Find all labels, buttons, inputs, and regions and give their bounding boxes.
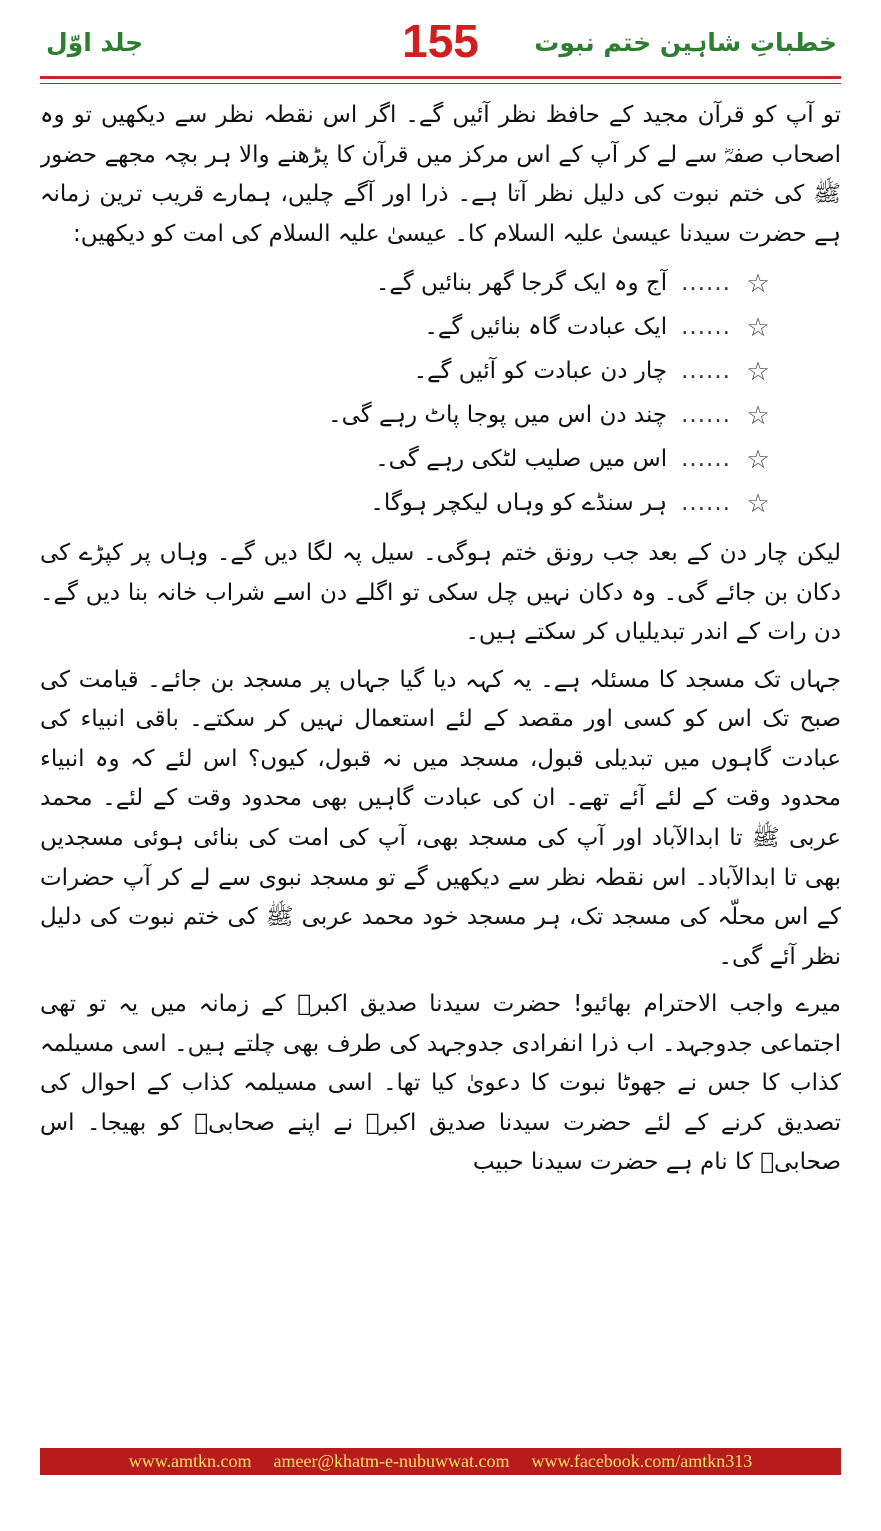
paragraph: جہاں تک مسجد کا مسئلہ ہے۔ یہ کہہ دیا گیا جہاں پر مسجد بن جائے۔ قیامت کی صبح تک اس کو کسی اور مقصد کے لئے استعمال نہیں کر سکتے۔ باقی انبیاء کی عبادت گاہوں میں تبدیلی قبول، مسجد میں نہ قبول، کیوں؟ اس لئے کہ وہ انبیاء محدود وقت کے لئے آئے تھے۔ ان کی عبادت گاہیں بھی محدود وقت کے لئے۔ محمد عربی ﷺ تا ابدالآباد اور آپ کی مسجد بھی، آپ کی امت کی بنائی ہوئی مسجدیں بھی تا ابدالآباد۔ اس نقطہ نظر سے دیکھیں گے تو مسجد نبوی سے لے کر آپ حضرات کے اس محلّہ کی مسجد تک، ہر مسجد خود محمد عربی ﷺ کی ختم نبوت کی دلیل نظر آئے گی۔ <box>40 666 841 970</box>
page-footer <box>40 1448 841 1475</box>
bullet-text: چند دن اس میں پوجا پاٹ رہے گی۔ <box>328 402 668 429</box>
email-link[interactable]: ameer@khatm-e-nubuwwat.com <box>273 1451 510 1471</box>
body-text <box>40 96 841 1445</box>
list-item <box>40 350 771 394</box>
bullet-text: ہر سنڈے کو وہاں لیکچر ہوگا۔ <box>370 490 668 517</box>
header-divider-thin <box>40 83 841 84</box>
star-icon: ☆ <box>746 356 770 387</box>
paragraph: میرے واجب الاحترام بھائیو! حضرت سیدنا صدیق اکبرؓ کے زمانہ میں یہ تو تھی اجتماعی جدوجہد۔ اب ذرا انفرادی جدوجہد کی طرف بھی چلتے ہیں۔ اسی مسیلمہ کذاب کا جس نے جھوٹا نبوت کا دعویٰ کیا تھا۔ اسی مسیلمہ کذاب کے احوال کی تصدیق کرنے کے لئے حضرت سیدنا صدیق اکبرؓ نے اپنے صحابیؓ کو بھیجا۔ اس صحابیؓ کا نام ہے حضرت سیدنا حبیب <box>40 991 841 1176</box>
volume-label: جلد اوّل <box>46 28 144 57</box>
book-title: خطباتِ شاہین ختم نبوت <box>534 28 837 57</box>
bullet-dots: ...... <box>681 270 731 297</box>
star-icon: ☆ <box>746 444 770 475</box>
page-header <box>40 14 841 70</box>
paragraph: لیکن چار دن کے بعد جب رونق ختم ہوگی۔ سیل پہ لگا دیں گے۔ وہاں پر کپڑے کی دکان بن جائے گی۔ وہ دکان نہیں چل سکی تو اگلے دن اسے شراب خانہ بنا دیں گے۔ دن رات کے اندر تبدیلیاں کر سکتے ہیں۔ <box>40 540 841 646</box>
bullet-text: ایک عبادت گاہ بنائیں گے۔ <box>424 314 668 341</box>
bullet-dots: ...... <box>681 358 731 385</box>
intro-paragraph: تو آپ کو قرآن مجید کے حافظ نظر آئیں گے۔ اگر اس نقطہ نظر سے دیکھیں تو وہ اصحاب صفہؓ سے لے کر آپ کے اس مرکز میں قرآن کا پڑھنے والا ہر بچہ مجھے حضور ﷺ کی ختم نبوت کی دلیل نظر آتا ہے۔ ذرا اور آگے چلیں، ہمارے قریب ترین زمانہ ہے حضرت سیدنا عیسیٰ علیہ السلام کا۔ عیسیٰ علیہ السلام کی امت کو دیکھیں: <box>40 102 841 247</box>
facebook-link[interactable]: www.facebook.com/amtkn313 <box>531 1451 753 1471</box>
page-number: 155 <box>402 15 479 67</box>
bullet-dots: ...... <box>681 490 731 517</box>
website-link[interactable]: www.amtkn.com <box>128 1451 252 1471</box>
star-icon: ☆ <box>746 488 770 519</box>
bullet-dots: ...... <box>681 314 731 341</box>
list-item <box>40 262 771 306</box>
star-icon: ☆ <box>746 268 770 299</box>
bullet-dots: ...... <box>681 446 731 473</box>
star-icon: ☆ <box>746 312 770 343</box>
bullet-text: چار دن عبادت کو آئیں گے۔ <box>413 358 668 385</box>
list-item <box>40 482 771 526</box>
bullet-dots: ...... <box>681 402 731 429</box>
list-item <box>40 306 771 350</box>
star-icon: ☆ <box>746 400 770 431</box>
bullet-text: اس میں صلیب لٹکی رہے گی۔ <box>375 446 668 473</box>
list-item <box>40 438 771 482</box>
list-item <box>40 394 771 438</box>
header-divider <box>40 76 841 79</box>
bullet-list <box>40 262 841 526</box>
bullet-text: آج وہ ایک گرجا گھر بنائیں گے۔ <box>375 270 668 297</box>
